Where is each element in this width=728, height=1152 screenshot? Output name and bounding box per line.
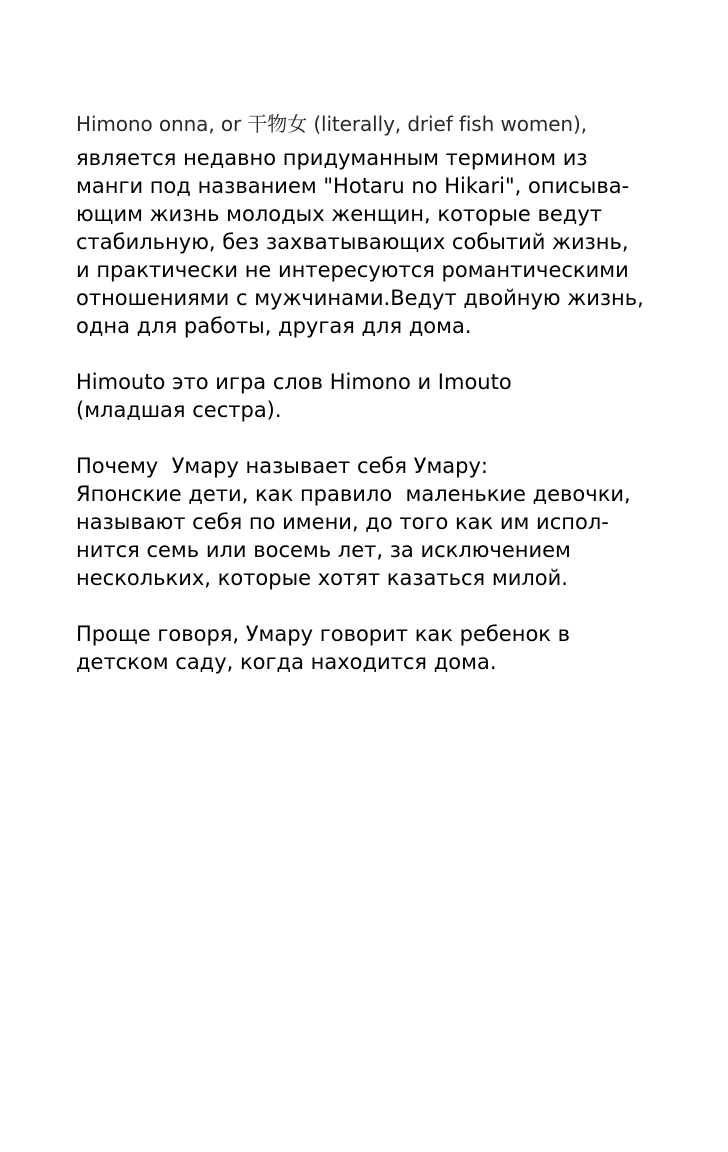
paragraph-4-line-2: детском саду, когда находится дома. — [76, 650, 497, 674]
paragraph-1-line-1: является недавно придуманным термином из — [76, 146, 588, 170]
paragraph-3-line-2: Японские дети, как правило маленькие девочки, — [76, 482, 631, 506]
paragraph-gap — [76, 340, 716, 368]
paragraph-4-line-1: Проще говоря, Умару говорит как ребенок в — [76, 622, 571, 646]
body-text — [76, 144, 716, 676]
paragraph-gap — [76, 592, 716, 620]
paragraph-3-line-4: нится семь или восемь лет, за исключением — [76, 538, 571, 562]
intro-line: Himono onna, or 干物女 (literally, drief fish women), — [76, 112, 587, 136]
paragraph-2-line-1: Himouto это игра слов Himono и Imouto — [76, 370, 512, 394]
paragraph-1-line-5: и практически не интересуются романтическими — [76, 258, 629, 282]
paragraph-1-line-4: стабильную, без захватывающих событий жизнь, — [76, 230, 629, 254]
paragraph-gap — [76, 424, 716, 452]
paragraph-1-line-6: отношениями с мужчинами.Ведут двойную жизнь, — [76, 286, 644, 310]
paragraph-3-line-5: нескольких, которые хотят казаться милой. — [76, 566, 568, 590]
paragraph-3-line-3: называют себя по имени, до того как им испол- — [76, 510, 609, 534]
paragraph-1-line-3: ющим жизнь молодых женщин, которые ведут — [76, 202, 602, 226]
paragraph-2-line-2: (младшая сестра). — [76, 398, 282, 422]
paragraph-1-line-7: одна для работы, другая для дома. — [76, 314, 472, 338]
paragraph-3-line-1: Почему Умару называет себя Умару: — [76, 454, 489, 478]
paragraph-1-line-2: манги под названием "Hotaru no Hikari", описыва- — [76, 174, 630, 198]
